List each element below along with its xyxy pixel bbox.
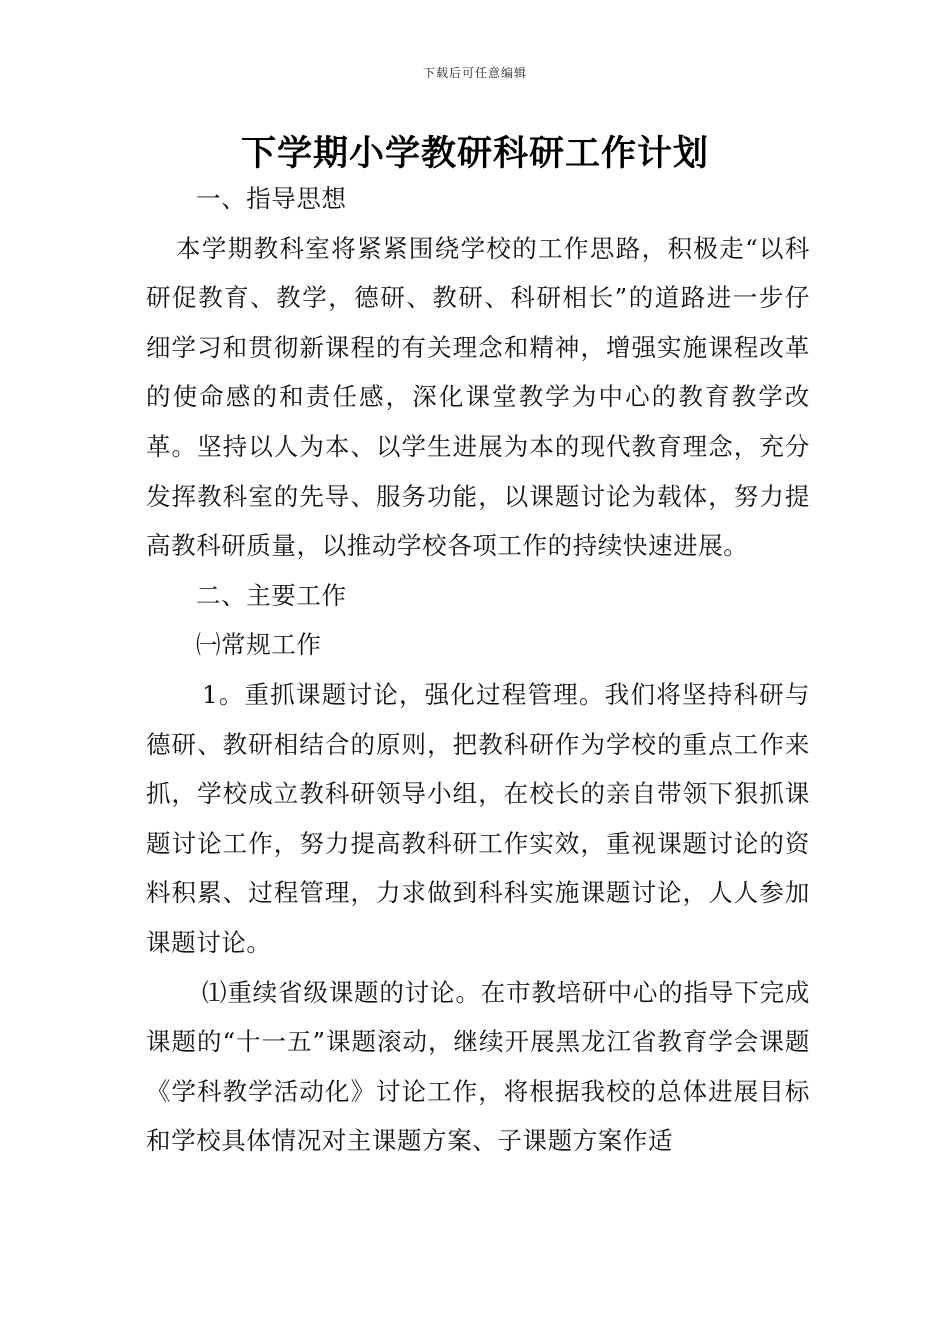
subsection-heading-routine-work: ㈠常规工作 [196, 630, 322, 660]
paragraph-item-1-1: ⑴重续省级课题的讨论。在市教培研中心的指导下完成课题的“十一五”课题滚动，继续开展黑龙江省教育学会课题《学科教学活动化》讨论工作，将根据我校的总体进展目标和学校具体情况对主课题方案、子课题方案作适 [146, 977, 810, 1156]
paragraph-guiding-ideology: 本学期教科室将紧紧围绕学校的工作思路，积极走“以科研促教育、教学，德研、教研、科研相长”的道路进一步仔细学习和贯彻新课程的有关理念和精神，增强实施课程改革的使命感的和责任感，深化课堂教学为中心的教育教学改革。坚持以人为本、以学生进展为本的现代教育理念，充分发挥教科室的先导、服务功能，以课题讨论为载体，努力提高教科研质量，以推动学校各项工作的持续快速进展。 [146, 233, 810, 561]
document-title: 下学期小学教研科研工作计划 [240, 134, 709, 174]
section-heading-guiding-ideology: 一、指导思想 [196, 184, 347, 213]
document-body [146, 174, 810, 1166]
header-note: 下载后可任意编辑 [422, 66, 527, 80]
paragraph-item-1: 1。重抓课题讨论，强化过程管理。我们将坚持科研与德研、教研相结合的原则，把教科研作为学校的重点工作来抓，学校成立教科研领导小组，在校长的亲自带领下狠抓课题讨论工作，努力提高教科研工作实效，重视课题讨论的资料积累、过程管理，力求做到科科实施课题讨论，人人参加课题讨论。 [146, 679, 810, 957]
section-heading-main-work: 二、主要工作 [196, 580, 347, 610]
